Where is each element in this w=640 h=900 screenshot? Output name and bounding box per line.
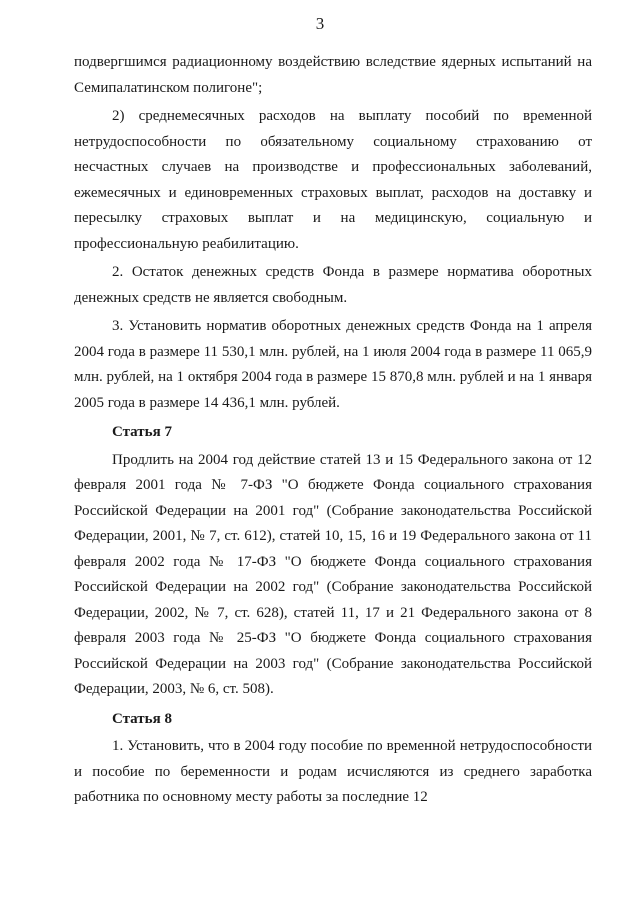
article-8-text: 1. Установить, что в 2004 году пособие по временной нетрудоспособности и пособие по беременности и родам исчисляются из среднего заработка работника по основному месту работы за последние 12 [74, 738, 592, 805]
document-body [74, 50, 592, 811]
paragraph-continuation: подвергшимся радиационному воздействию вследствие ядерных испытаний на Семипалатинском полигоне"; [74, 54, 592, 96]
paragraph-point-2: 2. Остаток денежных средств Фонда в размере норматива оборотных денежных средств не является свободным. [74, 264, 592, 306]
article-7-text: Продлить на 2004 год действие статей 13 и 15 Федерального закона от 12 февраля 2001 года № 7-ФЗ "О бюджете Фонда социального страхования Российской Федерации на 2001 год" (Собрание законодательства Российской Федерации, 2001, № 7, ст. 612), статей 10, 15, 16 и 19 Федерального закона от 11 февраля 2002 года № 17-ФЗ "О бюджете Фонда социального страхования Российской Федерации на 2002 год" (Собрание законодательства Российской Федерации, 2002, № 7, ст. 628), статей 11, 17 и 21 Федерального закона от 8 февраля 2003 года № 25-ФЗ "О бюджете Фонда социального страхования Российской Федерации на 2003 год" (Собрание законодательства Российской Федерации, 2003, № 6, ст. 508). [74, 451, 592, 697]
article-7-heading: Статья 7 [112, 424, 172, 440]
page-number: 3 [315, 14, 325, 33]
paragraph-point-3: 3. Установить норматив оборотных денежных средств Фонда на 1 апреля 2004 года в размере 11 530,1 млн. рублей, на 1 июля 2004 года в размере 11 065,9 млн. рублей, на 1 октября 2004 года в размере 15 870,8 млн. рублей и на 1 января 2005 года в размере 14 436,1 млн. рублей. [74, 318, 592, 411]
article-8-heading: Статья 8 [112, 710, 172, 727]
paragraph-item-2: 2) среднемесячных расходов на выплату пособий по временной нетрудоспособности по обязательному социальному страхованию от несчастных случаев на производстве и профессиональных заболеваний, ежемесячных и единовременных страховых выплат, расходов на доставку и пересылку страховых выплат и на медицинскую, социальную и профессиональную реабилитацию. [74, 108, 592, 252]
